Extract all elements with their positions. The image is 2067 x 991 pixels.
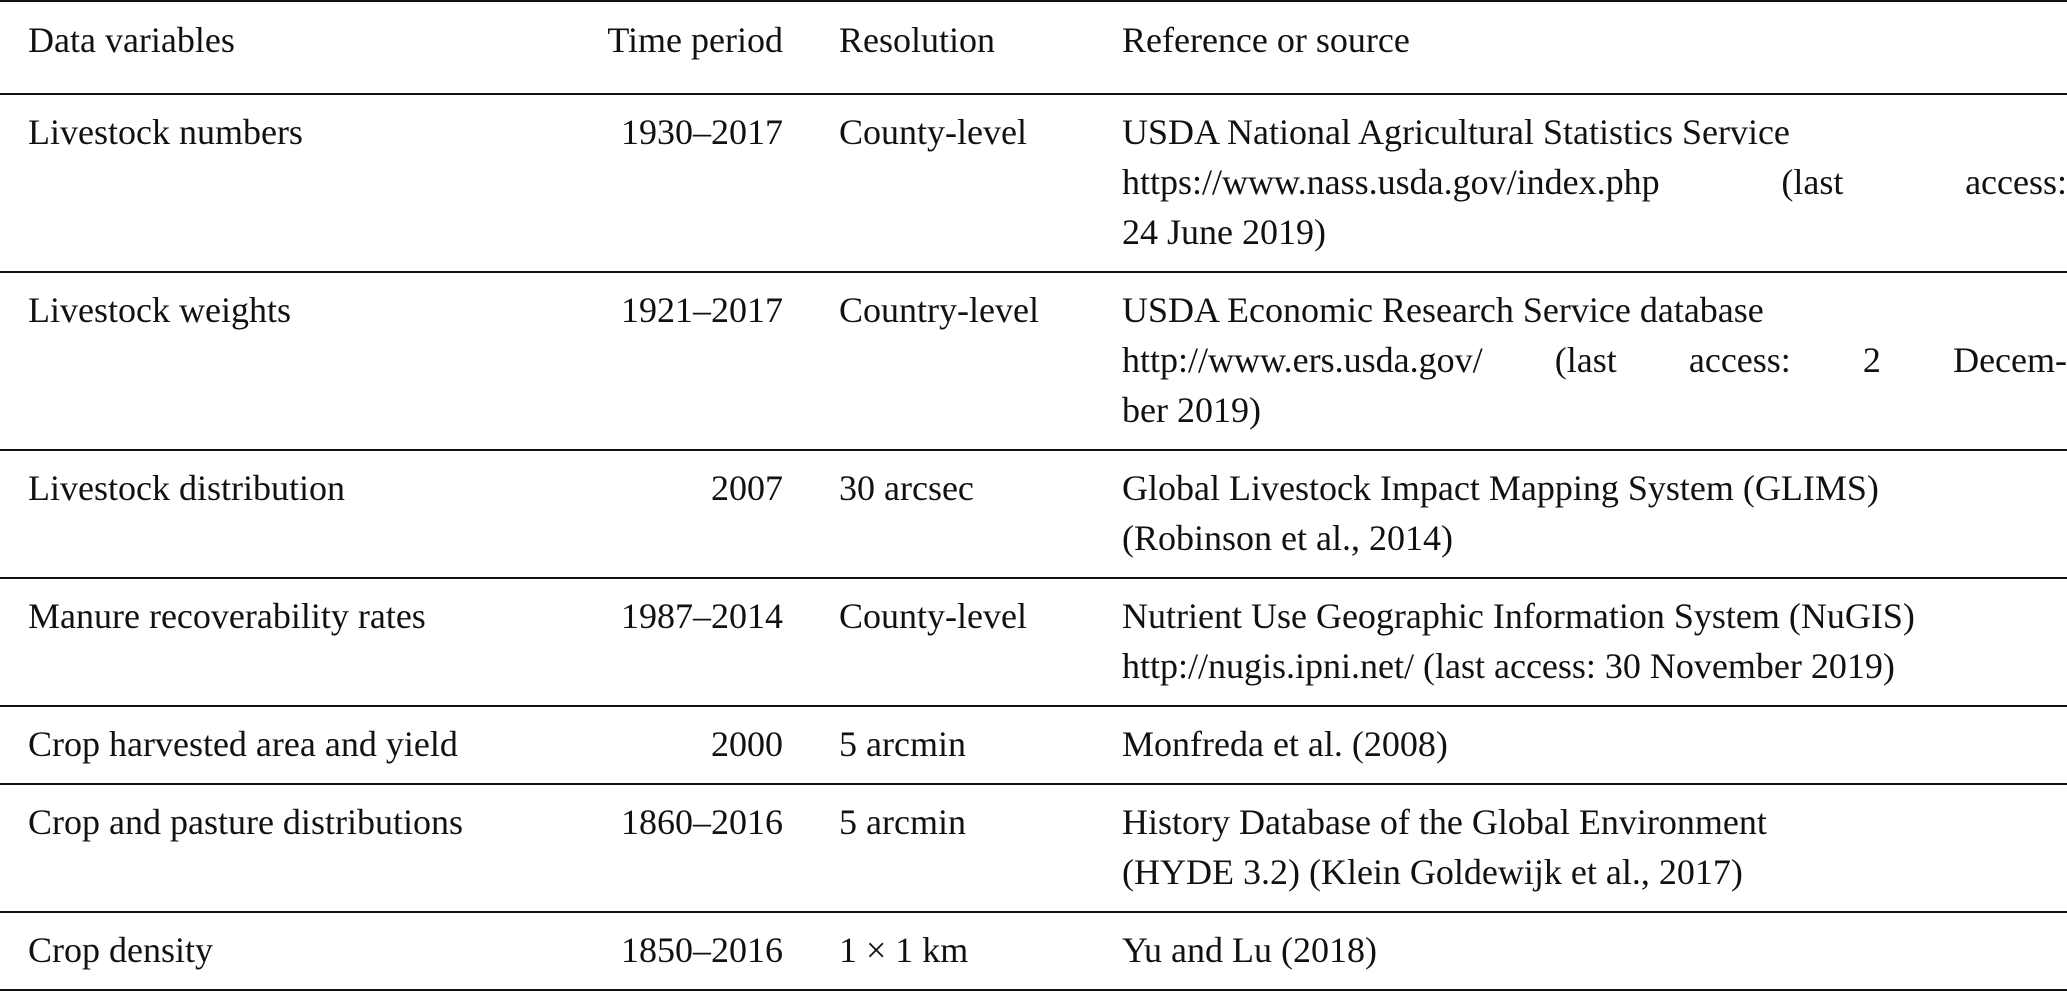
reference-line: http://www.ers.usda.gov/ (last access: 2 Decem- <box>1122 340 2067 380</box>
cell-reference <box>1083 94 2067 272</box>
cell-data-variable: Crop density <box>28 930 213 970</box>
cell-data-variable: Crop harvested area and yield <box>28 724 458 764</box>
table-row <box>0 784 2067 912</box>
cell-reference <box>1083 450 2067 578</box>
cell-reference <box>1083 784 2067 912</box>
reference-line: (Robinson et al., 2014) <box>1122 518 1453 558</box>
cell-time-period: 1987–2014 <box>621 596 783 636</box>
table-row <box>0 578 2067 706</box>
cell-time-period: 2000 <box>711 724 783 764</box>
cell-reference <box>1083 272 2067 450</box>
cell-time-period: 1921–2017 <box>621 290 783 330</box>
header-time-period: Time period <box>607 20 783 60</box>
cell-resolution: 5 arcmin <box>839 724 966 764</box>
cell-reference <box>1083 706 2067 784</box>
reference-line: Yu and Lu (2018) <box>1122 930 1377 970</box>
cell-resolution: 30 arcsec <box>839 468 974 508</box>
cell-time-period: 1930–2017 <box>621 112 783 152</box>
reference-line: Monfreda et al. (2008) <box>1122 724 1448 764</box>
table-row <box>0 706 2067 784</box>
cell-resolution: 5 arcmin <box>839 802 966 842</box>
cell-resolution: Country-level <box>839 290 1039 330</box>
cell-resolution: County-level <box>839 112 1027 152</box>
table-row <box>0 94 2067 272</box>
header-row <box>0 1 2067 94</box>
cell-data-variable: Crop and pasture distributions <box>28 802 463 842</box>
table-row <box>0 912 2067 990</box>
reference-line: ber 2019) <box>1122 390 1261 430</box>
reference-line: https://www.nass.usda.gov/index.php (last access: <box>1122 162 2067 202</box>
reference-line: Nutrient Use Geographic Information System (NuGIS) <box>1122 596 1915 636</box>
reference-line: USDA Economic Research Service database <box>1122 290 1764 330</box>
cell-resolution: 1 × 1 km <box>839 930 969 970</box>
reference-line: (HYDE 3.2) (Klein Goldewijk et al., 2017) <box>1122 852 1743 892</box>
reference-line: 24 June 2019) <box>1122 212 1326 252</box>
table-row <box>0 272 2067 450</box>
reference-line: USDA National Agricultural Statistics Service <box>1122 112 1790 152</box>
header-resolution: Resolution <box>839 20 996 60</box>
table-row <box>0 450 2067 578</box>
cell-data-variable: Livestock numbers <box>28 112 303 152</box>
cell-reference <box>1083 578 2067 706</box>
cell-data-variable: Manure recoverability rates <box>28 596 426 636</box>
table-body <box>0 94 2067 990</box>
header-reference-or-source: Reference or source <box>1122 20 1410 60</box>
reference-line: History Database of the Global Environment <box>1122 802 1767 842</box>
cell-resolution: County-level <box>839 596 1027 636</box>
cell-time-period: 2007 <box>711 468 783 508</box>
cell-data-variable: Livestock distribution <box>28 468 345 508</box>
header-data-variables: Data variables <box>28 20 235 60</box>
cell-time-period: 1850–2016 <box>621 930 783 970</box>
cell-time-period: 1860–2016 <box>621 802 783 842</box>
cell-reference <box>1083 912 2067 990</box>
reference-line: Global Livestock Impact Mapping System (GLIMS) <box>1122 468 1879 508</box>
reference-line: http://nugis.ipni.net/ (last access: 30 November 2019) <box>1122 646 1895 686</box>
table-header <box>0 1 2067 94</box>
cell-data-variable: Livestock weights <box>28 290 291 330</box>
